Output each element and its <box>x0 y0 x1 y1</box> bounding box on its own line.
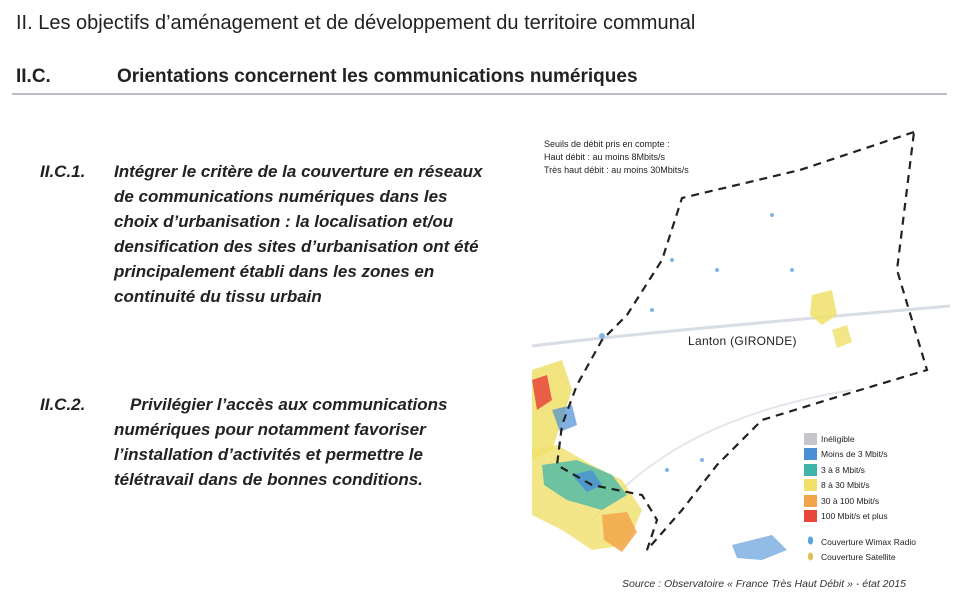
section-title: Orientations concernent les communications numériques <box>117 66 638 87</box>
coverage-dot <box>670 258 674 262</box>
item-1-line: choix d’urbanisation : la localisation et/ou <box>114 212 454 231</box>
coverage-dot <box>715 268 719 272</box>
legend-row <box>804 462 916 478</box>
coverage-dot <box>700 458 704 462</box>
item-number-2: II.C.2. <box>40 395 86 414</box>
item-1-line: densification des sites d’urbanisation ont été <box>114 237 479 256</box>
coverage-patch <box>810 290 837 325</box>
legend-label: Inéligible <box>821 433 855 444</box>
coverage-dot <box>770 213 774 217</box>
item-2-line: l’installation d’activités et permettre le <box>114 445 423 464</box>
item-1-line: continuité du tissu urbain <box>114 287 322 306</box>
map-legend <box>804 431 916 565</box>
coverage-map <box>532 120 950 578</box>
item-1-line: principalement établi dans les zones en <box>114 262 435 281</box>
legend-row <box>804 447 916 463</box>
legend-row <box>804 478 916 494</box>
satellite-icon: ⬮ <box>807 551 814 563</box>
section-divider <box>12 93 947 95</box>
source-caption: Source : Observatoire « France Très Haut Débit » - état 2015 <box>622 578 907 590</box>
legend-label: 100 Mbit/s et plus <box>821 511 888 522</box>
item-2-line: numériques pour notamment favoriser <box>114 420 426 439</box>
coverage-patch <box>832 325 852 348</box>
legend-label: 3 à 8 Mbit/s <box>821 464 865 475</box>
legend-swatch <box>804 510 817 522</box>
legend-label: Couverture Wimax Radio <box>821 536 916 547</box>
item-2-line: Privilégier l’accès aux communications <box>130 395 448 414</box>
item-text-1 <box>114 159 510 309</box>
coverage-dot <box>790 268 794 272</box>
legend-swatch <box>804 479 817 491</box>
item-1-line: de communications numériques dans les <box>114 187 448 206</box>
map-note: Très haut débit : au moins 30Mbits/s <box>544 165 689 175</box>
legend-row <box>804 534 916 550</box>
map-place-label: Lanton (GIRONDE) <box>688 334 797 348</box>
wimax-icon: ⬮ <box>807 536 814 548</box>
coverage-dot <box>599 333 605 339</box>
coverage-dot <box>665 468 669 472</box>
legend-label: Couverture Satellite <box>821 552 896 563</box>
legend-row <box>804 550 916 566</box>
coverage-dot <box>650 308 654 312</box>
chapter-heading: II. Les objectifs d’aménagement et de développement du territoire communal <box>16 12 696 34</box>
map-note: Haut débit : au moins 8Mbits/s <box>544 152 666 162</box>
legend-swatch <box>804 495 817 507</box>
coverage-patch <box>732 535 787 560</box>
legend-swatch <box>804 433 817 445</box>
legend-label: 30 à 100 Mbit/s <box>821 495 880 506</box>
legend-row <box>804 509 916 525</box>
item-1-line: Intégrer le critère de la couverture en réseaux <box>114 162 483 181</box>
map-note: Seuils de débit pris en compte : <box>544 139 670 149</box>
item-text-2 <box>114 392 510 492</box>
legend-row <box>804 493 916 509</box>
legend-swatch <box>804 448 817 460</box>
legend-label: 8 à 30 Mbit/s <box>821 480 870 491</box>
legend-swatch <box>804 464 817 476</box>
item-number-1: II.C.1. <box>40 162 86 181</box>
section-number: II.C. <box>16 66 51 87</box>
item-2-line: télétravail dans de bonnes conditions. <box>114 470 423 489</box>
map-notes <box>544 138 689 177</box>
legend-row <box>804 431 916 447</box>
legend-label: Moins de 3 Mbit/s <box>821 449 888 460</box>
